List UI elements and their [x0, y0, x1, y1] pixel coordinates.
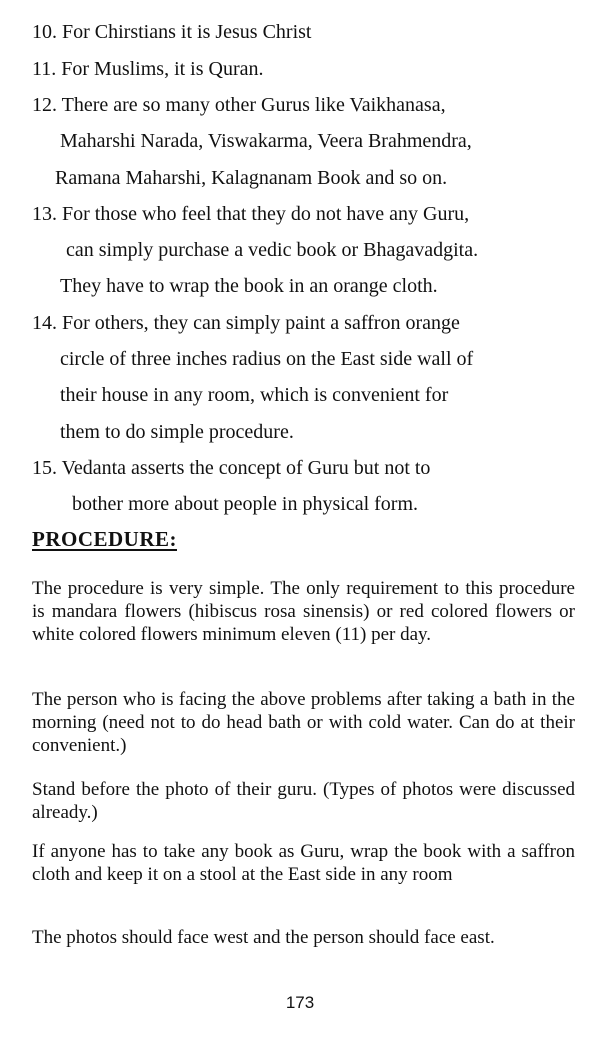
list-continuation: their house in any room, which is convenient for — [60, 384, 449, 406]
list-item-15 — [32, 456, 430, 480]
list-item-12 — [32, 93, 446, 117]
list-number: 10. — [32, 21, 57, 43]
list-continuation: They have to wrap the book in an orange cloth. — [60, 275, 438, 297]
list-number: 13. — [32, 203, 57, 225]
list-text: There are so many other Gurus like Vaikhanasa, — [61, 94, 446, 116]
list-number: 14. — [32, 312, 57, 334]
list-text: For Chirstians it is Jesus Christ — [62, 21, 312, 43]
list-continuation: bother more about people in physical form. — [72, 493, 419, 515]
list-text: For others, they can simply paint a saffron orange — [62, 312, 460, 334]
list-continuation: Maharshi Narada, Viswakarma, Veera Brahmendra, — [60, 130, 472, 152]
list-item-10 — [32, 20, 311, 44]
page-number: 173 — [285, 993, 315, 1012]
list-continuation: circle of three inches radius on the East side wall of — [60, 348, 474, 370]
list-item-13 — [32, 202, 469, 226]
paragraph: The person who is facing the above problems after taking a bath in the morning (need not to do head bath or with cold water. Can do at their convenient.) — [32, 689, 575, 756]
list-item-11 — [32, 57, 264, 81]
list-text: For those who feel that they do not have any Guru, — [62, 203, 470, 225]
paragraph: Stand before the photo of their guru. (Types of photos were discussed already.) — [32, 779, 575, 823]
list-continuation: Ramana Maharshi, Kalagnanam Book and so on. — [55, 167, 448, 189]
section-heading: PROCEDURE: — [32, 527, 177, 551]
list-item-14 — [32, 311, 460, 335]
list-continuation: them to do simple procedure. — [60, 421, 294, 443]
paragraph: The photos should face west and the person should face east. — [32, 927, 495, 948]
list-text: For Muslims, it is Quran. — [61, 58, 264, 80]
list-continuation: can simply purchase a vedic book or Bhagavadgita. — [66, 239, 479, 261]
list-text: Vedanta asserts the concept of Guru but not to — [61, 457, 431, 479]
list-number: 12. — [32, 94, 57, 116]
paragraph: If anyone has to take any book as Guru, wrap the book with a saffron cloth and keep it on a stool at the East side in any room — [32, 841, 575, 885]
list-number: 15. — [32, 457, 57, 479]
list-number: 11. — [32, 58, 57, 80]
paragraph: The procedure is very simple. The only requirement to this procedure is mandara flowers (hibiscus rosa sinensis) or red colored flowers or white colored flowers minimum eleven (11) per day. — [32, 578, 575, 645]
